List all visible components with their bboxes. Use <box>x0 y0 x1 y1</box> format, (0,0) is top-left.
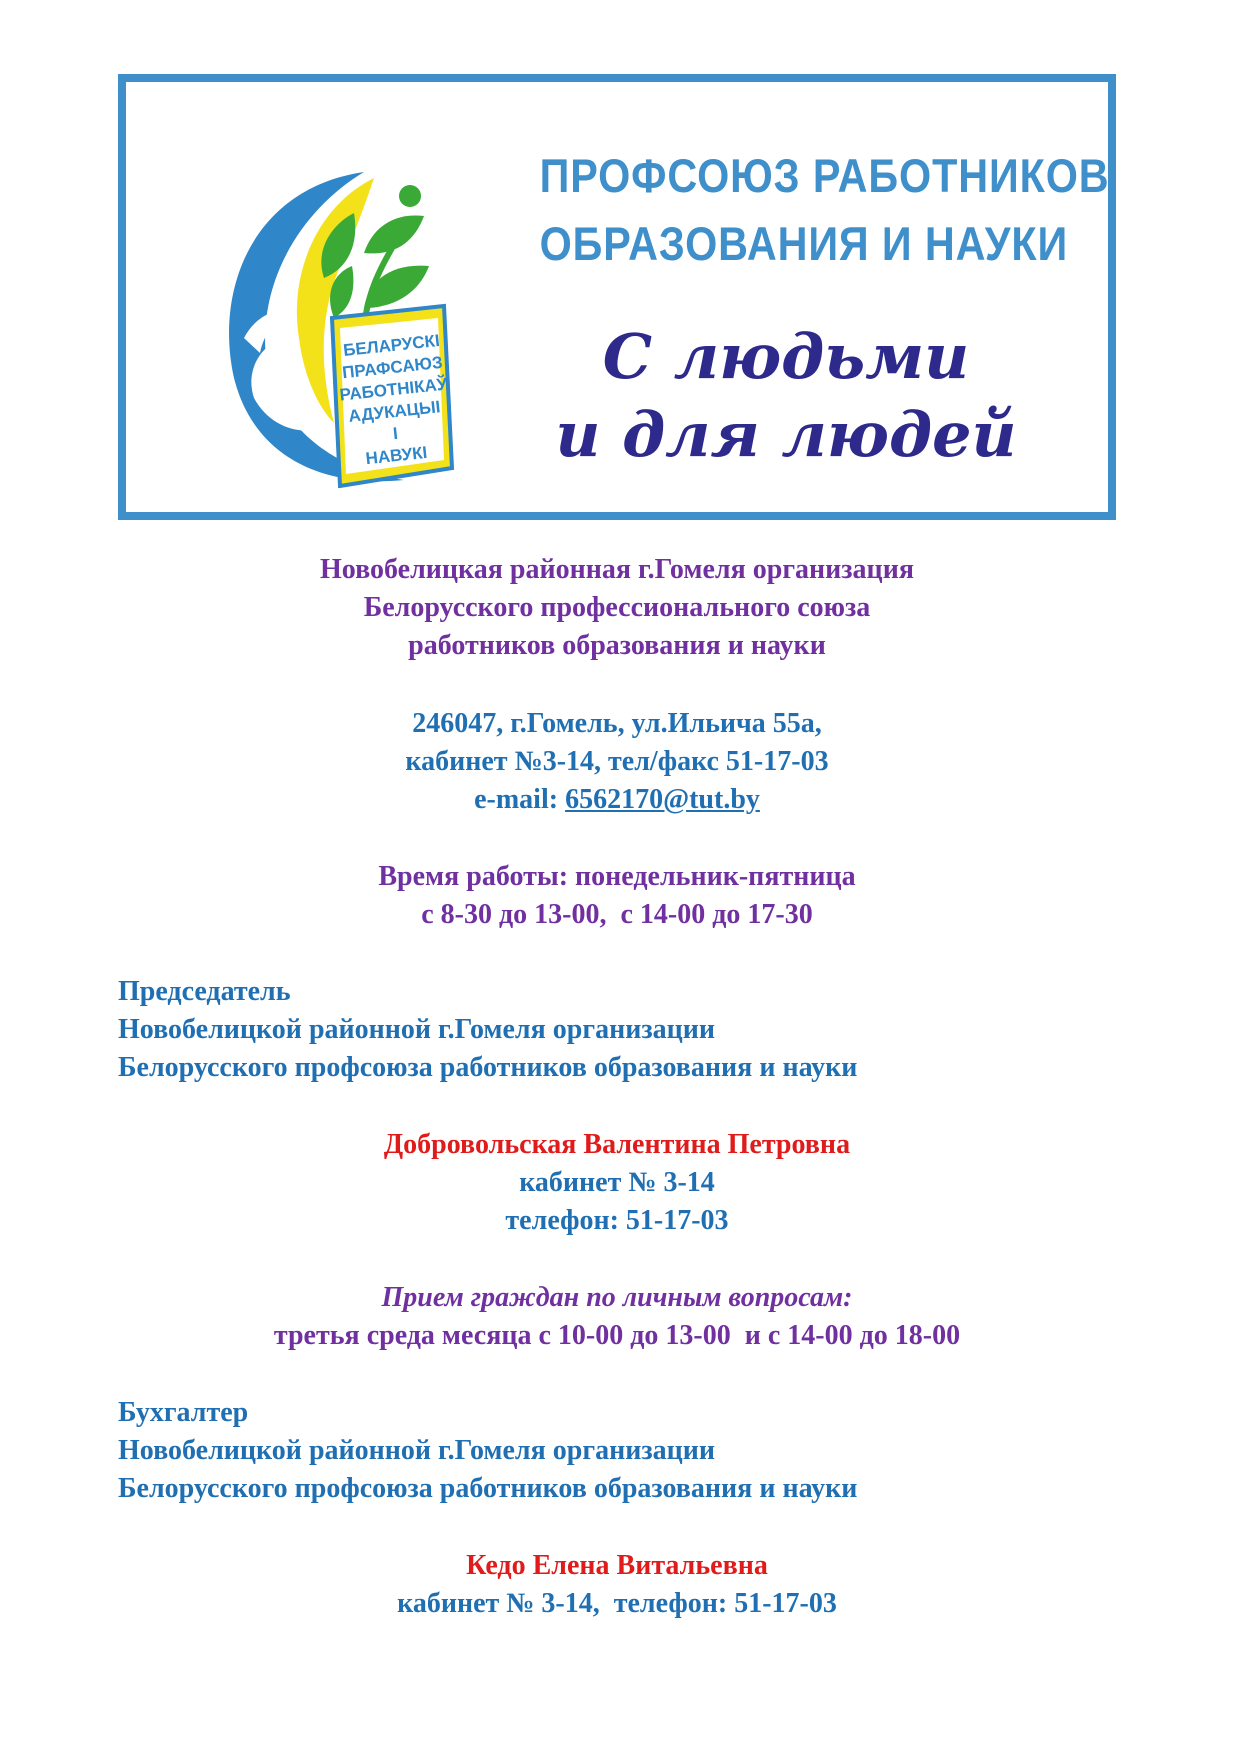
banner-title-line: ПРОФСОЮЗ РАБОТНИКОВ <box>539 149 1110 202</box>
chairman-contacts <box>118 1126 1116 1240</box>
chairman-office: кабинет № 3-14 <box>519 1167 715 1198</box>
organization-line: работников образования и науки <box>408 630 826 661</box>
work-schedule <box>118 858 1116 934</box>
organization-line: Белорусского профессионального союза <box>363 592 871 623</box>
role-line: Белорусского профсоюза работников образования и науки <box>118 1052 858 1083</box>
email-link[interactable]: 6562170@tut.by <box>565 784 760 815</box>
header-banner <box>118 74 1116 520</box>
address-line: 246047, г.Гомель, ул.Ильича 55а, <box>412 708 822 739</box>
role-line: Новобелицкой районной г.Гомеля организации <box>118 1014 715 1045</box>
email-line <box>118 781 1116 819</box>
banner-title <box>539 142 1110 278</box>
accountant-name: Кедо Елена Витальевна <box>466 1550 768 1581</box>
role-line: Белорусского профсоюза работников образования и науки <box>118 1473 858 1504</box>
address-block <box>118 705 1116 819</box>
chairman-phone: телефон: 51-17-03 <box>505 1205 729 1236</box>
accountant-role <box>118 1394 1118 1508</box>
chairman-name: Добровольская Валентина Петровна <box>383 1129 851 1160</box>
banner-slogan <box>516 318 1056 474</box>
role-line: Новобелицкой районной г.Гомеля организации <box>118 1435 715 1466</box>
slogan-line: и для людей <box>555 398 1017 471</box>
slogan-line: С людьми <box>602 320 970 393</box>
logo-text-line: АДУКАЦЫІ <box>347 397 442 426</box>
logo-text-line: ПРАФСАЮЗ <box>341 352 444 383</box>
organization-name <box>118 551 1116 665</box>
chairman-role <box>118 973 1118 1087</box>
banner-title-line: ОБРАЗОВАНИЯ И НАУКИ <box>539 217 1069 270</box>
reception-title: Прием граждан по личным вопросам: <box>381 1282 853 1313</box>
email-label: e-mail: <box>474 784 566 815</box>
schedule-days: Время работы: понедельник-пятница <box>378 861 856 892</box>
role-line: Председатель <box>118 976 291 1007</box>
accountant-contacts <box>118 1547 1116 1623</box>
reception-hours <box>118 1279 1116 1355</box>
union-logo <box>214 168 484 488</box>
logo-text-line: НАВУКІ <box>364 442 429 469</box>
organization-line: Новобелицкая районная г.Гомеля организация <box>320 554 914 585</box>
logo-text-line: РАБОТНІКАЎ <box>338 374 449 405</box>
logo-text-line: БЕЛАРУСКІ <box>342 331 441 361</box>
schedule-hours: с 8-30 до 13-00, с 14-00 до 17-30 <box>421 899 813 930</box>
office-phone-line: кабинет №3-14, тел/факс 51-17-03 <box>405 746 829 777</box>
reception-time: третья среда месяца с 10-00 до 13-00 и с 14-00 до 18-00 <box>273 1320 961 1351</box>
role-line: Бухгалтер <box>118 1397 249 1428</box>
logo-text-line: І <box>392 423 399 444</box>
accountant-contact: кабинет № 3-14, телефон: 51-17-03 <box>397 1588 837 1619</box>
